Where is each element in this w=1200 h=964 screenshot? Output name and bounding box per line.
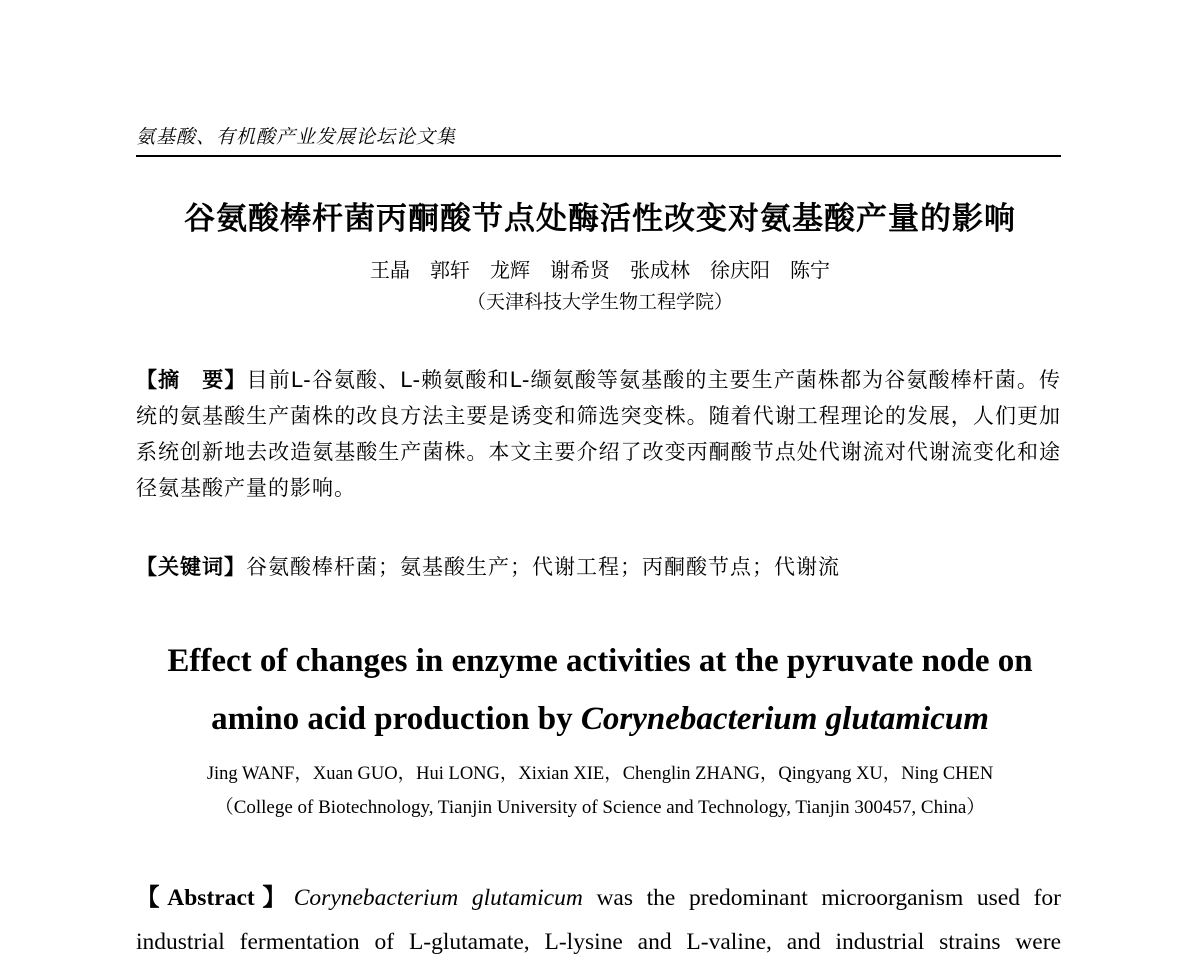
english-title-line-2 [0,690,1200,748]
english-title-line-1: Effect of changes in enzyme activities at the pyruvate node on [167,643,1033,679]
english-abstract-organism: Corynebacterium glutamicum [293,885,583,911]
chinese-title: 谷氨酸棒杆菌丙酮酸节点处酶活性改变对氨基酸产量的影响 [184,201,1016,237]
english-abstract-label: 【Abstract】 [136,885,294,911]
chinese-keywords [136,551,1061,581]
chinese-authors: 王晶 郭轩 龙辉 谢希贤 张成林 徐庆阳 陈宁 [370,258,830,282]
english-abstract-line-1 [136,876,1061,920]
chinese-abstract-text: 目前L-谷氨酸、L-赖氨酸和L-缬氨酸等氨基酸的主要生产菌株都为谷氨酸棒杆菌。传统的氨基酸生产菌株的改良方法主要是诱变和筛选突变株。随着代谢工程理论的发展，人们更加系统创新地去改造氨基酸生产菌株。本文主要介绍了改变丙酮酸节点处代谢流对代谢流变化和途径氨基酸产量的影响。 [136,368,1061,500]
english-abstract-line-2: industrial fermentation of L-glutamate, L-lysine and L-valine, and industrial strains were [136,929,1061,955]
english-abstract-line-1-text: was the predominant microorganism used for [582,885,1062,911]
chinese-keywords-text: 谷氨酸棒杆菌；氨基酸生产；代谢工程；丙酮酸节点；代谢流 [246,555,840,579]
english-title [0,632,1200,748]
english-title-organism: Corynebacterium glutamicum [580,701,989,737]
english-abstract [136,876,1061,964]
english-authors: Jing WANF，Xuan GUO，Hui LONG，Xixian XIE，Chenglin ZHANG，Qingyang XU，Ning CHEN [206,764,994,784]
chinese-abstract-label: 【摘 要】 [136,368,247,392]
chinese-abstract [136,362,1061,506]
header-rule [136,155,1061,157]
chinese-affiliation: （天津科技大学生物工程学院） [466,291,733,313]
english-affiliation: （College of Biotechnology, Tianjin University of Science and Technology, Tianjin 300457, China） [214,797,986,818]
chinese-keywords-label: 【关键词】 [136,555,246,579]
english-title-prefix: amino acid production by [211,701,581,737]
running-header: 氨基酸、有机酸产业发展论坛论文集 [136,126,457,148]
